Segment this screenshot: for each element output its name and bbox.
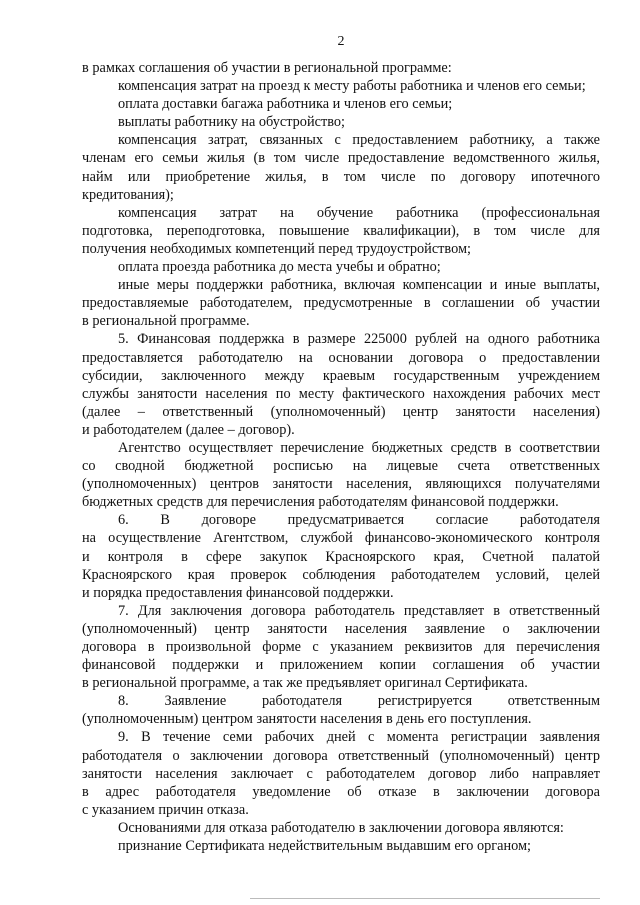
text-line: предоставляется работодателю на основании договора о предоставлении (82, 349, 600, 366)
text-line: со сводной бюджетной росписью на лицевые счета ответственных (82, 458, 600, 475)
text-line: 5. Финансовая поддержка в размере 225000 рублей на одного работника (118, 331, 600, 348)
page-number: 2 (337, 34, 345, 49)
text-line: Агентство осуществляет перечисление бюджетных средств в соответствии (118, 439, 600, 456)
text-line: бюджетных средств для перечисления работодателям финансовой поддержки. (82, 494, 559, 511)
text-line: выплаты работнику на обустройство; (118, 114, 345, 131)
text-line: компенсация затрат, связанных с предоставлением работнику, а также (118, 132, 600, 149)
text-line: работодателя о заключении договора ответственный (уполномоченный) центр (82, 747, 600, 764)
text-line: компенсация затрат на обучение работника (профессиональная (118, 204, 600, 221)
text-line: кредитования); (82, 186, 174, 203)
text-line: членам его семьи жилья (в том числе предоставление ведомственного жилья, (82, 150, 600, 167)
text-line: компенсация затрат на проезд к месту работы работника и членов его семьи; (118, 78, 586, 95)
text-line: 6. В договоре предусматривается согласие работодателя (118, 512, 600, 529)
text-line: финансовой поддержки и приложением копии соглашения об участии (82, 657, 600, 674)
text-line: на осуществление Агентством, службой финансово-экономического контроля (82, 530, 600, 547)
text-line: 9. В течение семи рабочих дней с момента регистрации заявления (118, 729, 600, 746)
text-line: с указанием причин отказа. (82, 801, 249, 818)
text-line: в региональной программе, а так же предъявляет оригинал Сертификата. (82, 675, 528, 692)
text-line: субсидии, заключенного между краевым государственным учреждением (82, 367, 600, 384)
text-line: и работодателем (далее – договор). (82, 421, 295, 438)
text-line: (уполномоченным) центром занятости населения в день его поступления. (82, 711, 532, 728)
text-line: предоставляемые работодателем, предусмотренные в соглашении об участии (82, 295, 600, 312)
text-line: и контроля в сфере закупок Красноярского края, Счетной палатой (82, 548, 600, 565)
text-line: найм или приобретение жилья, в том числе по договору ипотечного (82, 168, 600, 185)
text-line: (уполномоченных) центров занятости населения, являющихся получателями (82, 476, 600, 493)
text-line: (уполномоченный) центр занятости населения заявление о заключении (82, 620, 600, 637)
text-line: получения необходимых компетенций перед трудоустройством; (82, 240, 471, 257)
text-line: в региональной программе. (82, 313, 250, 330)
text-line: 7. Для заключения договора работодатель представляет в ответственный (118, 602, 600, 619)
text-line: в рамках соглашения об участии в региональной программе: (82, 60, 452, 76)
text-line: Основаниями для отказа работодателю в заключении договора являются: (118, 819, 564, 836)
text-line: Красноярского края проверок соблюдения работодателем условий, целей (82, 566, 600, 583)
text-line: (далее – ответственный (уполномоченный) центр занятости населения) (82, 403, 600, 420)
text-line: в адрес работодателя уведомление об отказе в заключении договора (82, 783, 600, 800)
document-body (82, 59, 600, 855)
text-line: оплата проезда работника до места учебы и обратно; (118, 259, 441, 276)
text-line: службы занятости населения по месту фактического нахождения рабочих мест (82, 385, 600, 402)
text-line: признание Сертификата недействительным выдавшим его органом; (118, 838, 532, 855)
text-line: и порядка предоставления финансовой поддержки. (82, 584, 394, 601)
page-bottom-rule (250, 898, 600, 899)
text-line: договора в произвольной форме с указанием реквизитов для перечисления (82, 639, 600, 655)
text-line: подготовка, переподготовка, повышение квалификации), в том числе для (82, 222, 600, 239)
text-line: занятости населения заключает с работодателем договор либо направляет (82, 765, 600, 782)
text-line: 8. Заявление работодателя регистрируется ответственным (118, 693, 600, 710)
text-line: иные меры поддержки работника, включая компенсации и иные выплаты, (118, 277, 600, 294)
text-line: оплата доставки багажа работника и членов его семьи; (118, 96, 453, 113)
